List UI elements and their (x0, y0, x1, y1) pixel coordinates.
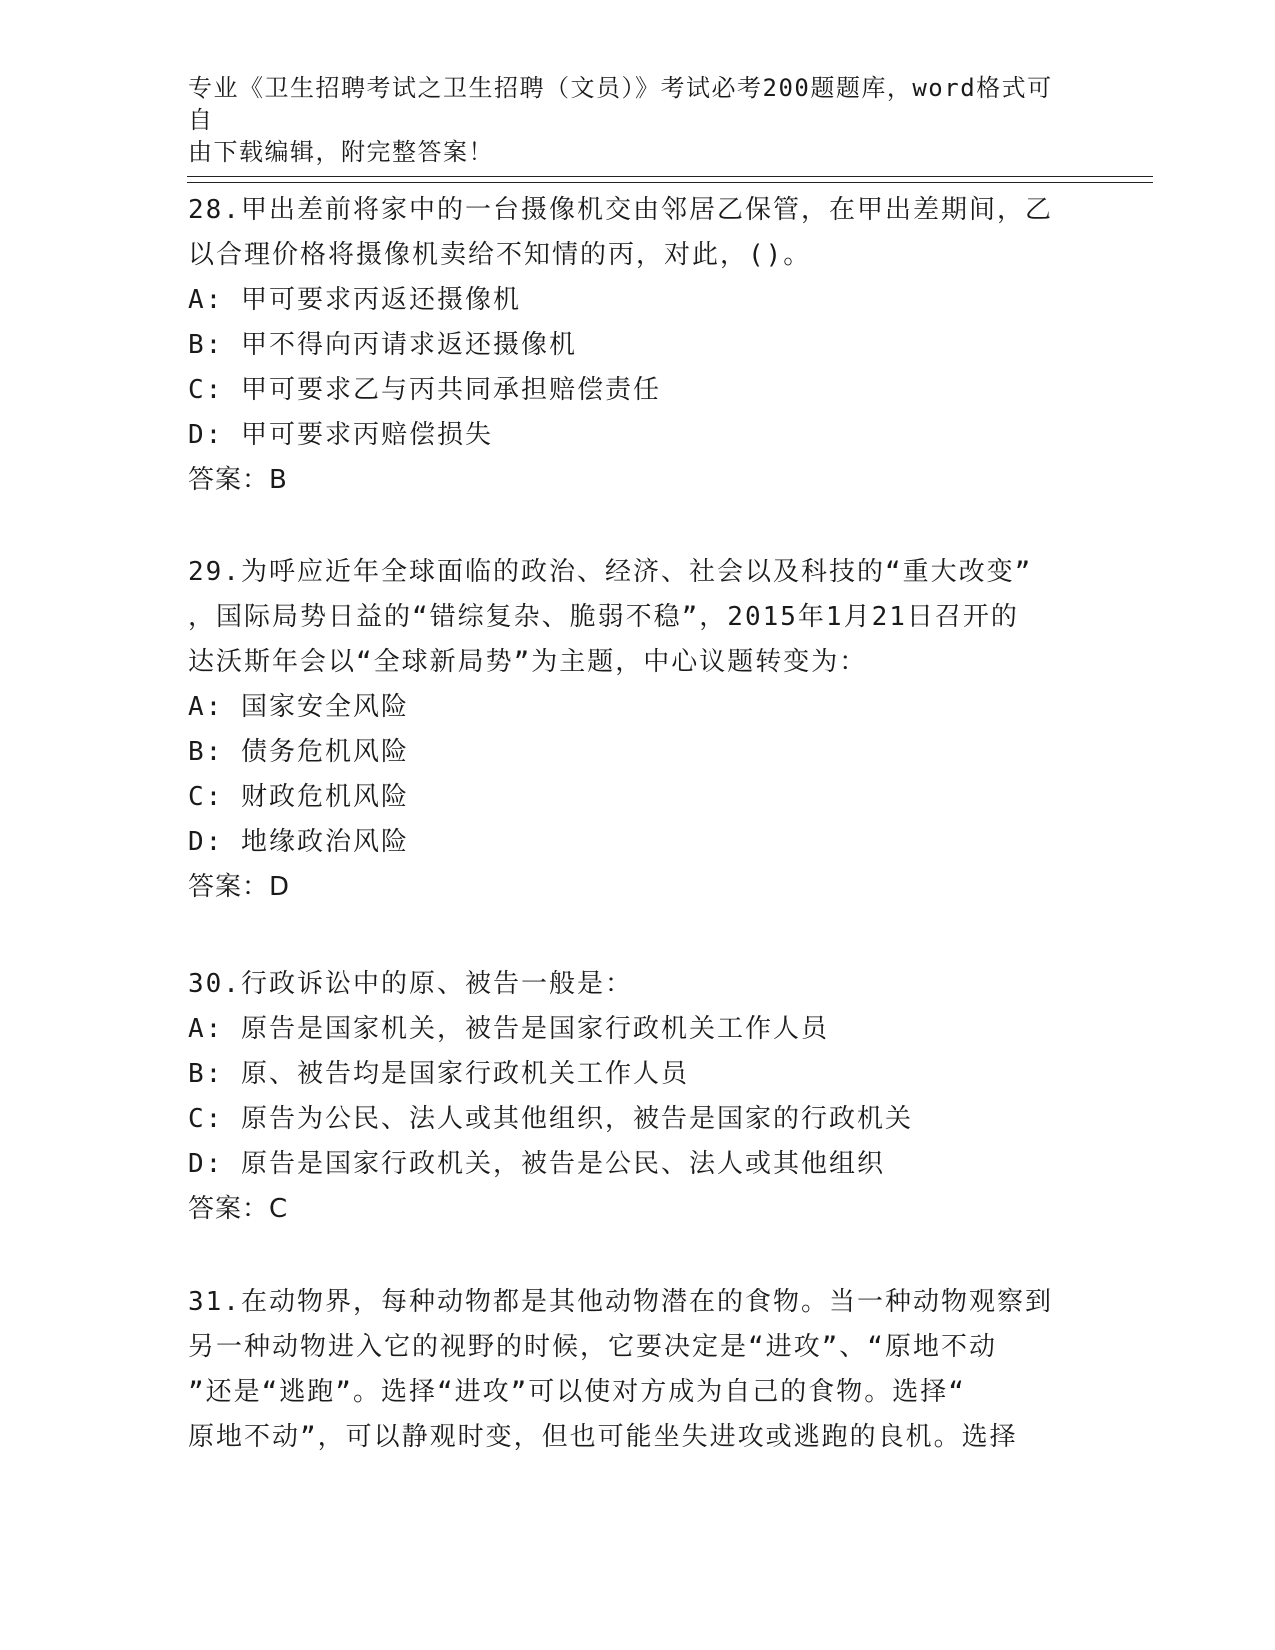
option-b: B: 甲不得向丙请求返还摄像机 (188, 330, 577, 360)
question-stem-line: 原地不动”，可以静观时变，但也可能坐失进攻或逃跑的良机。选择 (188, 1422, 1018, 1452)
header-rule-bottom (187, 182, 1153, 183)
document-header (188, 72, 1068, 168)
question-31 (188, 1280, 1088, 1460)
option-a: A: 国家安全风险 (188, 692, 409, 722)
option-d: D: 甲可要求丙赔偿损失 (188, 420, 493, 450)
question-28 (188, 188, 1088, 503)
question-stem-line: 以合理价格将摄像机卖给不知情的丙，对此，()。 (188, 240, 812, 270)
question-stem-line: 31.在动物界，每种动物都是其他动物潜在的食物。当一种动物观察到 (188, 1287, 1053, 1317)
option-d: D: 原告是国家行政机关，被告是公民、法人或其他组织 (188, 1149, 885, 1179)
question-stem-line: 另一种动物进入它的视野的时候，它要决定是“进攻”、“原地不动 (188, 1332, 997, 1362)
question-stem-line: 28.甲出差前将家中的一台摄像机交由邻居乙保管，在甲出差期间，乙 (188, 195, 1053, 225)
option-a: A: 甲可要求丙返还摄像机 (188, 285, 521, 315)
question-stem-line: ，国际局势日益的“错综复杂、脆弱不稳”，2015年1月21日召开的 (188, 602, 1019, 632)
option-b: B: 原、被告均是国家行政机关工作人员 (188, 1059, 689, 1089)
answer: 答案：D (188, 872, 291, 902)
answer: 答案：C (188, 1194, 289, 1224)
option-c: C: 原告为公民、法人或其他组织，被告是国家的行政机关 (188, 1104, 913, 1134)
question-stem-line: 29.为呼应近年全球面临的政治、经济、社会以及科技的“重大改变” (188, 557, 1033, 587)
option-a: A: 原告是国家机关，被告是国家行政机关工作人员 (188, 1014, 829, 1044)
question-stem-line: 30.行政诉讼中的原、被告一般是： (188, 969, 633, 999)
header-rule-top (187, 176, 1153, 177)
question-stem-line: ”还是“逃跑”。选择“进攻”可以使对方成为自己的食物。选择“ (188, 1377, 966, 1407)
option-c: C: 甲可要求乙与丙共同承担赔偿责任 (188, 375, 661, 405)
header-line-1: 专业《卫生招聘考试之卫生招聘（文员）》考试必考200题题库，word格式可自 (188, 74, 1053, 134)
question-stem-line: 达沃斯年会以“全球新局势”为主题，中心议题转变为： (188, 647, 868, 677)
answer: 答案：B (188, 465, 288, 495)
option-c: C: 财政危机风险 (188, 782, 409, 812)
header-line-2: 由下载编辑，附完整答案！ (188, 138, 494, 166)
question-29 (188, 550, 1088, 910)
option-d: D: 地缘政治风险 (188, 827, 409, 857)
question-30 (188, 962, 1088, 1232)
option-b: B: 债务危机风险 (188, 737, 409, 767)
